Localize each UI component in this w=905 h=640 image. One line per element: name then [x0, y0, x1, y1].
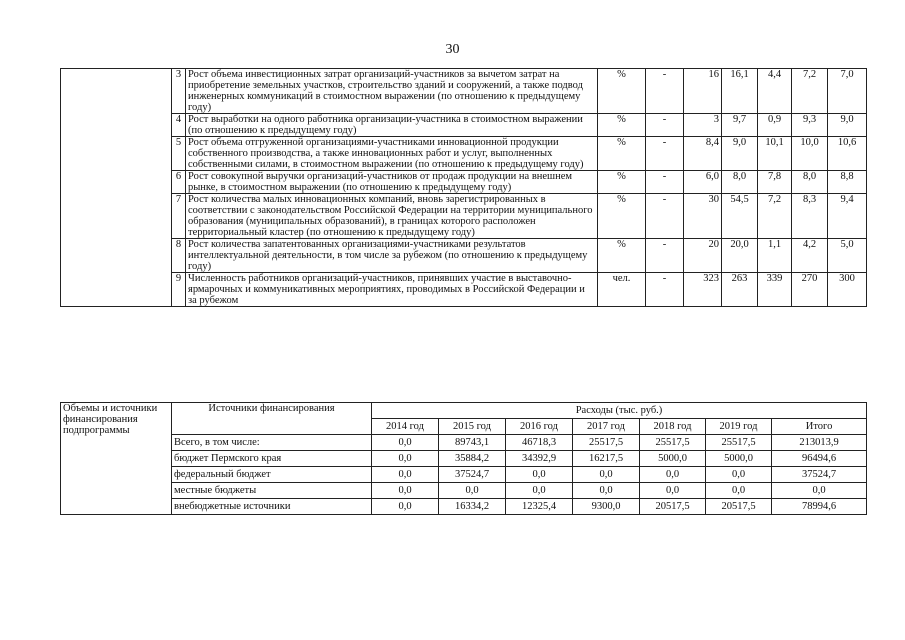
amount-cell: 34392,9 — [506, 451, 573, 467]
amount-cell: 0,0 — [372, 451, 439, 467]
amount-cell: 20517,5 — [706, 499, 772, 515]
financing-row — [61, 435, 867, 451]
indicator-2016: 16,1 — [722, 69, 758, 114]
indicator-text: Численность работников организаций-участников, принявших участие в выставочно-ярмарочных и коммуникативных мероприятиях, проводимых в Российской Федерации и за рубежом — [186, 273, 598, 307]
amount-cell: 16334,2 — [439, 499, 506, 515]
indicator-2017: 4,4 — [758, 69, 792, 114]
amount-cell: 0,0 — [372, 483, 439, 499]
year-header: 2018 год — [640, 419, 706, 435]
indicator-2018: 7,2 — [792, 69, 828, 114]
financing-row — [61, 483, 867, 499]
indicator-number: 6 — [172, 171, 186, 194]
indicator-text: Рост объема инвестиционных затрат организаций-участников за вычетом затрат на приобретение земельных участков, строительство зданий и сооружений, а также подвод инженерных коммуникаций в стоимостном выражении (по отношению к предыдущему году) — [186, 69, 598, 114]
expenses-header: Расходы (тыс. руб.) — [372, 403, 867, 419]
indicator-2019: 5,0 — [828, 239, 867, 273]
source-name: бюджет Пермского края — [172, 451, 372, 467]
indicator-2016: 20,0 — [722, 239, 758, 273]
indicator-2017: 10,1 — [758, 137, 792, 171]
indicator-2014: - — [646, 273, 684, 307]
indicator-2017: 7,2 — [758, 194, 792, 239]
indicator-2015: 16 — [684, 69, 722, 114]
financing-row — [61, 451, 867, 467]
amount-cell: 20517,5 — [640, 499, 706, 515]
indicator-number: 5 — [172, 137, 186, 171]
amount-cell: 0,0 — [706, 483, 772, 499]
indicator-2014: - — [646, 69, 684, 114]
indicator-2017: 1,1 — [758, 239, 792, 273]
indicator-row — [61, 194, 867, 239]
financing-row — [61, 499, 867, 515]
year-header: 2019 год — [706, 419, 772, 435]
indicator-2019: 8,8 — [828, 171, 867, 194]
source-name: федеральный бюджет — [172, 467, 372, 483]
indicator-2019: 9,0 — [828, 114, 867, 137]
indicator-number: 7 — [172, 194, 186, 239]
indicator-unit: чел. — [598, 273, 646, 307]
amount-cell: 16217,5 — [573, 451, 640, 467]
amount-cell: 46718,3 — [506, 435, 573, 451]
indicator-text: Рост выработки на одного работника организации-участника в стоимостном выражении (по отношению к предыдущему году) — [186, 114, 598, 137]
amount-cell: 25517,5 — [573, 435, 640, 451]
indicator-unit: % — [598, 69, 646, 114]
source-name: Всего, в том числе: — [172, 435, 372, 451]
indicator-number: 3 — [172, 69, 186, 114]
indicator-unit: % — [598, 239, 646, 273]
amount-cell: 0,0 — [706, 467, 772, 483]
amount-cell: 213013,9 — [772, 435, 867, 451]
indicator-2018: 4,2 — [792, 239, 828, 273]
amount-cell: 89743,1 — [439, 435, 506, 451]
indicator-row — [61, 137, 867, 171]
indicator-2018: 10,0 — [792, 137, 828, 171]
indicator-row — [61, 273, 867, 307]
indicator-number: 9 — [172, 273, 186, 307]
indicator-2016: 9,0 — [722, 137, 758, 171]
amount-cell: 25517,5 — [706, 435, 772, 451]
indicator-row — [61, 114, 867, 137]
indicator-row — [61, 171, 867, 194]
indicator-row — [61, 239, 867, 273]
indicator-unit: % — [598, 171, 646, 194]
year-header: 2016 год — [506, 419, 573, 435]
year-header: 2015 год — [439, 419, 506, 435]
indicator-unit: % — [598, 194, 646, 239]
financing-row — [61, 467, 867, 483]
indicator-2018: 8,3 — [792, 194, 828, 239]
indicator-2014: - — [646, 137, 684, 171]
amount-cell: 0,0 — [372, 467, 439, 483]
page-number: 30 — [445, 42, 460, 57]
indicator-2015: 3 — [684, 114, 722, 137]
amount-cell: 9300,0 — [573, 499, 640, 515]
indicator-text: Рост количества малых инновационных компаний, вновь зарегистрированных в соответствии с законодательством Российской Федерации на территории муниципального образования (муниципальных образований), в границах которого расположен территориальный кластер (по отношению к предыдущему году) — [186, 194, 598, 239]
amount-cell: 0,0 — [640, 483, 706, 499]
amount-cell: 0,0 — [506, 483, 573, 499]
indicator-2014: - — [646, 194, 684, 239]
amount-cell: 0,0 — [573, 483, 640, 499]
financing-header-row — [61, 403, 867, 419]
amount-cell: 78994,6 — [772, 499, 867, 515]
amount-cell: 0,0 — [439, 483, 506, 499]
indicators-table — [60, 68, 867, 307]
amount-cell: 0,0 — [372, 499, 439, 515]
amount-cell: 0,0 — [772, 483, 867, 499]
indicator-2014: - — [646, 171, 684, 194]
indicator-2014: - — [646, 114, 684, 137]
source-name: внебюджетные источники — [172, 499, 372, 515]
indicator-2015: 6,0 — [684, 171, 722, 194]
indicator-2017: 7,8 — [758, 171, 792, 194]
indicator-number: 8 — [172, 239, 186, 273]
indicator-2016: 54,5 — [722, 194, 758, 239]
indicator-2014: - — [646, 239, 684, 273]
year-header: 2017 год — [573, 419, 640, 435]
amount-cell: 0,0 — [506, 467, 573, 483]
indicator-2019: 300 — [828, 273, 867, 307]
indicators-left-cell — [61, 69, 172, 307]
indicator-unit: % — [598, 137, 646, 171]
financing-label: Объемы и источники финансирования подпрограммы — [61, 403, 172, 515]
indicator-unit: % — [598, 114, 646, 137]
amount-cell: 35884,2 — [439, 451, 506, 467]
financing-table — [60, 402, 867, 515]
indicator-2019: 10,6 — [828, 137, 867, 171]
indicator-2018: 8,0 — [792, 171, 828, 194]
indicator-2018: 270 — [792, 273, 828, 307]
indicator-2016: 9,7 — [722, 114, 758, 137]
indicator-2016: 263 — [722, 273, 758, 307]
indicator-2018: 9,3 — [792, 114, 828, 137]
amount-cell: 37524,7 — [439, 467, 506, 483]
indicator-2019: 7,0 — [828, 69, 867, 114]
amount-cell: 5000,0 — [640, 451, 706, 467]
amount-cell: 5000,0 — [706, 451, 772, 467]
indicator-text: Рост количества запатентованных организациями-участниками результатов интеллектуальной деятельности, в том числе за рубежом (по отношению к предыдущему году) — [186, 239, 598, 273]
amount-cell: 96494,6 — [772, 451, 867, 467]
indicator-2017: 339 — [758, 273, 792, 307]
amount-cell: 12325,4 — [506, 499, 573, 515]
sources-header: Источники финансирования — [172, 403, 372, 435]
indicator-text: Рост совокупной выручки организаций-участников от продаж продукции на внешнем рынке, в стоимостном выражении (по отношению к предыдущему году) — [186, 171, 598, 194]
indicator-2015: 8,4 — [684, 137, 722, 171]
amount-cell: 0,0 — [372, 435, 439, 451]
year-header: Итого — [772, 419, 867, 435]
indicator-row — [61, 69, 867, 114]
amount-cell: 0,0 — [573, 467, 640, 483]
indicator-2015: 323 — [684, 273, 722, 307]
indicator-2015: 20 — [684, 239, 722, 273]
amount-cell: 0,0 — [640, 467, 706, 483]
indicator-2016: 8,0 — [722, 171, 758, 194]
indicator-2019: 9,4 — [828, 194, 867, 239]
amount-cell: 25517,5 — [640, 435, 706, 451]
indicator-number: 4 — [172, 114, 186, 137]
indicator-2015: 30 — [684, 194, 722, 239]
indicator-2017: 0,9 — [758, 114, 792, 137]
amount-cell: 37524,7 — [772, 467, 867, 483]
year-header: 2014 год — [372, 419, 439, 435]
indicator-text: Рост объема отгруженной организациями-участниками инновационной продукции собственного производства, а также инновационных работ и услуг, выполненных собственными силами, в стоимостном выражении (по отношению к предыдущему году) — [186, 137, 598, 171]
source-name: местные бюджеты — [172, 483, 372, 499]
